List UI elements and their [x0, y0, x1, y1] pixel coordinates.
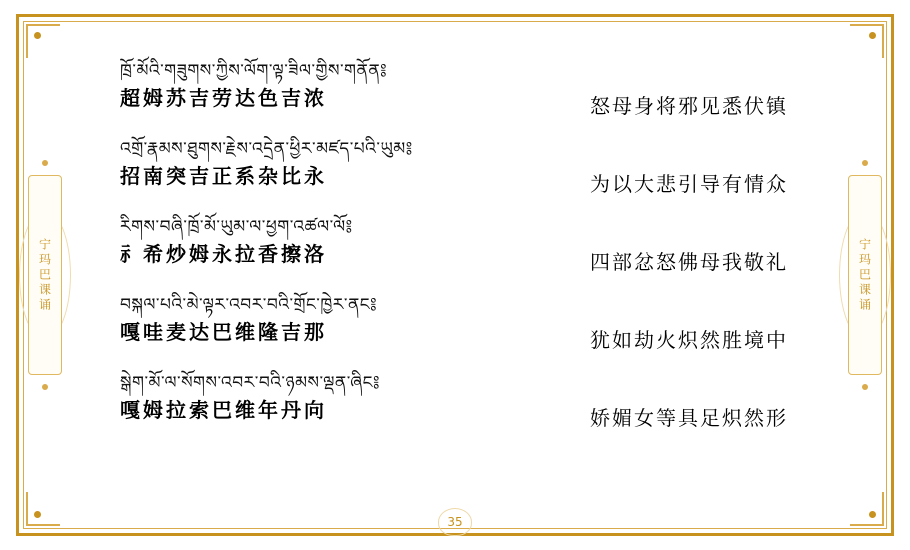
tibetan-line: རིགས་བཞི་ཁྲོ་མོ་ཡུམ་ལ་ཕྱག་འཚལ་ལོ༔ [120, 217, 353, 237]
verse-left-column [120, 294, 540, 345]
running-title-left-text: 宁玛巴课诵 [37, 237, 52, 313]
verse-left-column [120, 216, 540, 267]
verse-left-column [120, 60, 540, 111]
translation-line: 娇媚女等具足炽然形 [590, 406, 788, 430]
page-content [70, 46, 840, 498]
tibetan-line: སྒེག་མོ་ལ་སོགས་འབར་བའི་ཉམས་ལྡན་ཞིང༔ [120, 373, 380, 393]
verse-row [120, 216, 880, 294]
translation-line: 犹如劫火炽然胜境中 [590, 328, 788, 352]
running-title-right-text: 宁玛巴课诵 [857, 237, 872, 313]
side-dot-top-left [42, 160, 48, 166]
transliteration-line: ⺬希炒姆永拉香擦洛 [120, 241, 327, 266]
tibetan-line: འགྲོ་རྣམས་ཐུགས་རྗེས་འདྲེན་ཕྱིར་མཛད་པའི་ཡུམ༔ [120, 139, 413, 159]
tibetan-line: ཁྲོ་མོའི་གཟུགས་ཀྱིས་ལོག་ལྟ་ཟིལ་གྱིས་གནོན༔ [120, 61, 388, 81]
verse-list [120, 60, 880, 450]
verse-row [120, 60, 880, 138]
running-title-left [28, 175, 62, 375]
tibetan-line: བསྐལ་པའི་མེ་ལྟར་འབར་བའི་གྲོང་ཁྱེར་ནང༔ [120, 295, 378, 315]
corner-ornament-top-right [844, 18, 890, 64]
verse-row [120, 372, 880, 450]
verse-left-column [120, 138, 540, 189]
transliteration-line: 招南突吉正系杂比永 [120, 163, 327, 188]
translation-line: 为以大悲引导有情众 [590, 172, 788, 196]
transliteration-line: 嘎姆拉索巴维年丹向 [120, 397, 327, 422]
side-dot-bottom-left [42, 384, 48, 390]
verse-left-column [120, 372, 540, 423]
transliteration-line: 嘎哇麦达巴维隆吉那 [120, 319, 327, 344]
corner-ornament-bottom-right [844, 486, 890, 532]
corner-ornament-top-left [20, 18, 66, 64]
verse-row [120, 138, 880, 216]
page-number-text: 35 [447, 515, 463, 529]
translation-line: 四部忿怒佛母我敬礼 [590, 250, 788, 274]
verse-row [120, 294, 880, 372]
corner-ornament-bottom-left [20, 486, 66, 532]
page-number [438, 508, 472, 536]
transliteration-line: 超姆苏吉劳达色吉浓 [120, 85, 327, 110]
translation-line: 怒母身将邪见悉伏镇 [590, 94, 788, 118]
